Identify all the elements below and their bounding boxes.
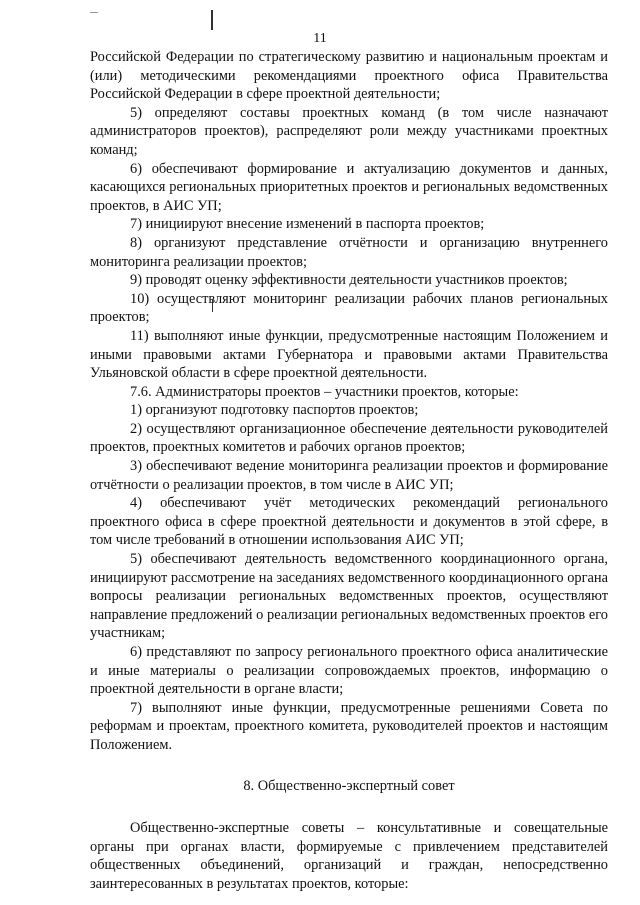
section-paragraph: Общественно-экспертные советы – консультативные и совещательные органы при органах власти, формируемые с привлечением представителей общественных объединений, организаций и граждан, непосредственно заинтересованных в результатах проектов, которые: [90, 820, 608, 892]
paragraph: Российской Федерации по стратегическому развитию и национальным проектам и (или) методическими рекомендациями проектного офиса Правительства Российской Федерации в сфере проектной деятельности; [90, 49, 608, 103]
list-item: 7) выполняют иные функции, предусмотренные решениями Совета по реформам и проектам, проектного комитета, руководителей проектов и настоящим Положением. [90, 699, 608, 753]
list-item: 4) обеспечивают учёт методических рекомендаций регионального проектного офиса в сфере проектной деятельности и документов в этой сфере, в том числе требований в отношении использования АИС УП; [90, 495, 608, 549]
list-item: 1) организуют подготовку паспортов проектов; [130, 402, 419, 419]
list-item: 5) обеспечивают деятельность ведомственного координационного органа, инициируют рассмотрение на заседаниях ведомственного координационного органа вопросы реализации региональных ведомственных проектов, осуществляют направление предложений о реализации региональных ведомственных проектов его участникам; [90, 551, 608, 642]
scan-mark-top [211, 10, 213, 30]
list-item: 9) проводят оценку эффективности деятельности участников проектов; [130, 272, 568, 289]
clause-heading: 7.6. Администраторы проектов – участники проектов, которые: [130, 383, 519, 400]
document-body [90, 48, 608, 894]
list-item: 6) представляют по запросу регионального проектного офиса аналитические и иные материалы о реализации сопровождаемых проектов, информацию о проектной деятельности в органе власти; [90, 644, 608, 698]
list-item: 10) осуществляют мониторинг реализации рабочих планов региональных проектов; [90, 290, 608, 326]
list-item: 2) осуществляют организационное обеспечение деятельности руководителей проектов, проектных комитетов и рабочих органов проектов; [90, 420, 608, 456]
list-item: 6) обеспечивают формирование и актуализацию документов и данных, касающихся региональных приоритетных проектов и региональных ведомственных проектов, в АИС УП; [90, 160, 608, 214]
page-number: 11 [313, 31, 327, 46]
list-item: 7) инициируют внесение изменений в паспорта проектов; [130, 216, 485, 233]
list-item: 8) организуют представление отчётности и организацию внутреннего мониторинга реализации проектов; [90, 234, 608, 270]
list-item: 3) обеспечивают ведение мониторинга реализации проектов и формирование отчётности о реализации проектов, в том числе в АИС УП; [90, 458, 608, 493]
scan-mark-top-left [90, 12, 98, 13]
list-item: 5) определяют составы проектных команд (в том числе назначают администраторов проектов), распределяют роли между участниками проектных команд; [90, 104, 608, 158]
section-heading: 8. Общественно-экспертный совет [243, 777, 455, 794]
list-item: 11) выполняют иные функции, предусмотренные настоящим Положением и иными правовыми актами Губернатора и правовыми актами Правительства Ульяновской области в сфере проектной деятельности. [90, 327, 608, 382]
